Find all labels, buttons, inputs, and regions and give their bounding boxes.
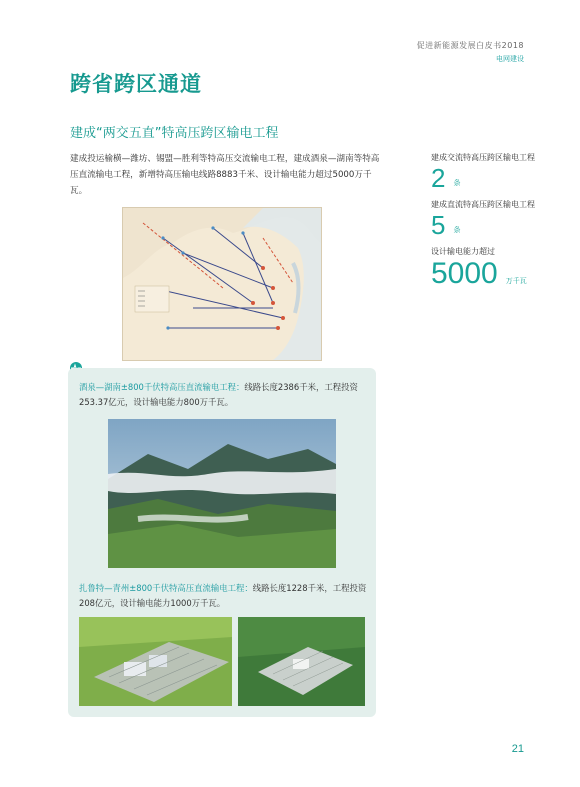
transmission-map-image: [122, 207, 322, 361]
stats-panel: [431, 152, 541, 297]
mountain-transmission-photo: [108, 419, 336, 568]
stat-value: 5: [431, 210, 446, 240]
converter-station-photo: [79, 617, 232, 706]
report-title: 促进新能源发展白皮书2018: [416, 41, 524, 50]
intro-paragraph: 建成投运榆横—潍坊、锡盟—胜利等特高压交流输电工程，建成酒泉—湖南等特高压直流输电工程，新增特高压输电线路8883千米、设计输电能力超过5000万千瓦。: [70, 154, 380, 196]
project-details: 线路长度2386千米，工程投资253.37亿元，设计输电能力800万千瓦。: [79, 382, 358, 407]
page-title: 跨省跨区通道: [70, 72, 202, 96]
stat-unit: 条: [453, 179, 461, 187]
stat-label: 建成交流特高压跨区输电工程: [431, 153, 535, 162]
project-caption-zhalute: [79, 581, 371, 611]
stat-capacity: [431, 246, 541, 289]
stat-unit: 条: [453, 226, 461, 234]
stat-value: 2: [431, 163, 446, 193]
page-number: 21: [511, 743, 524, 755]
stat-ac: [431, 152, 541, 191]
stat-label: 建成直流特高压跨区输电工程: [431, 200, 535, 209]
project-name: 扎鲁特—青州±800千伏特高压直流输电工程：: [79, 583, 253, 593]
project-name: 酒泉—湖南±800千伏特高压直流输电工程：: [79, 382, 245, 392]
stat-label: 设计输电能力超过: [431, 247, 495, 256]
project-caption-jiuquan: [79, 380, 371, 410]
stat-value: 5000: [431, 257, 498, 290]
section-label: 电网建设: [496, 55, 524, 63]
running-header: [417, 40, 524, 64]
section-subtitle: 建成“两交五直”特高压跨区输电工程: [70, 126, 279, 141]
substation-aerial-photo: [238, 617, 365, 706]
project-details: 线路长度1228千米，工程投资208亿元，设计输电能力1000万千瓦。: [79, 583, 367, 608]
stat-unit: 万千瓦: [505, 277, 527, 285]
stat-dc: [431, 199, 541, 238]
